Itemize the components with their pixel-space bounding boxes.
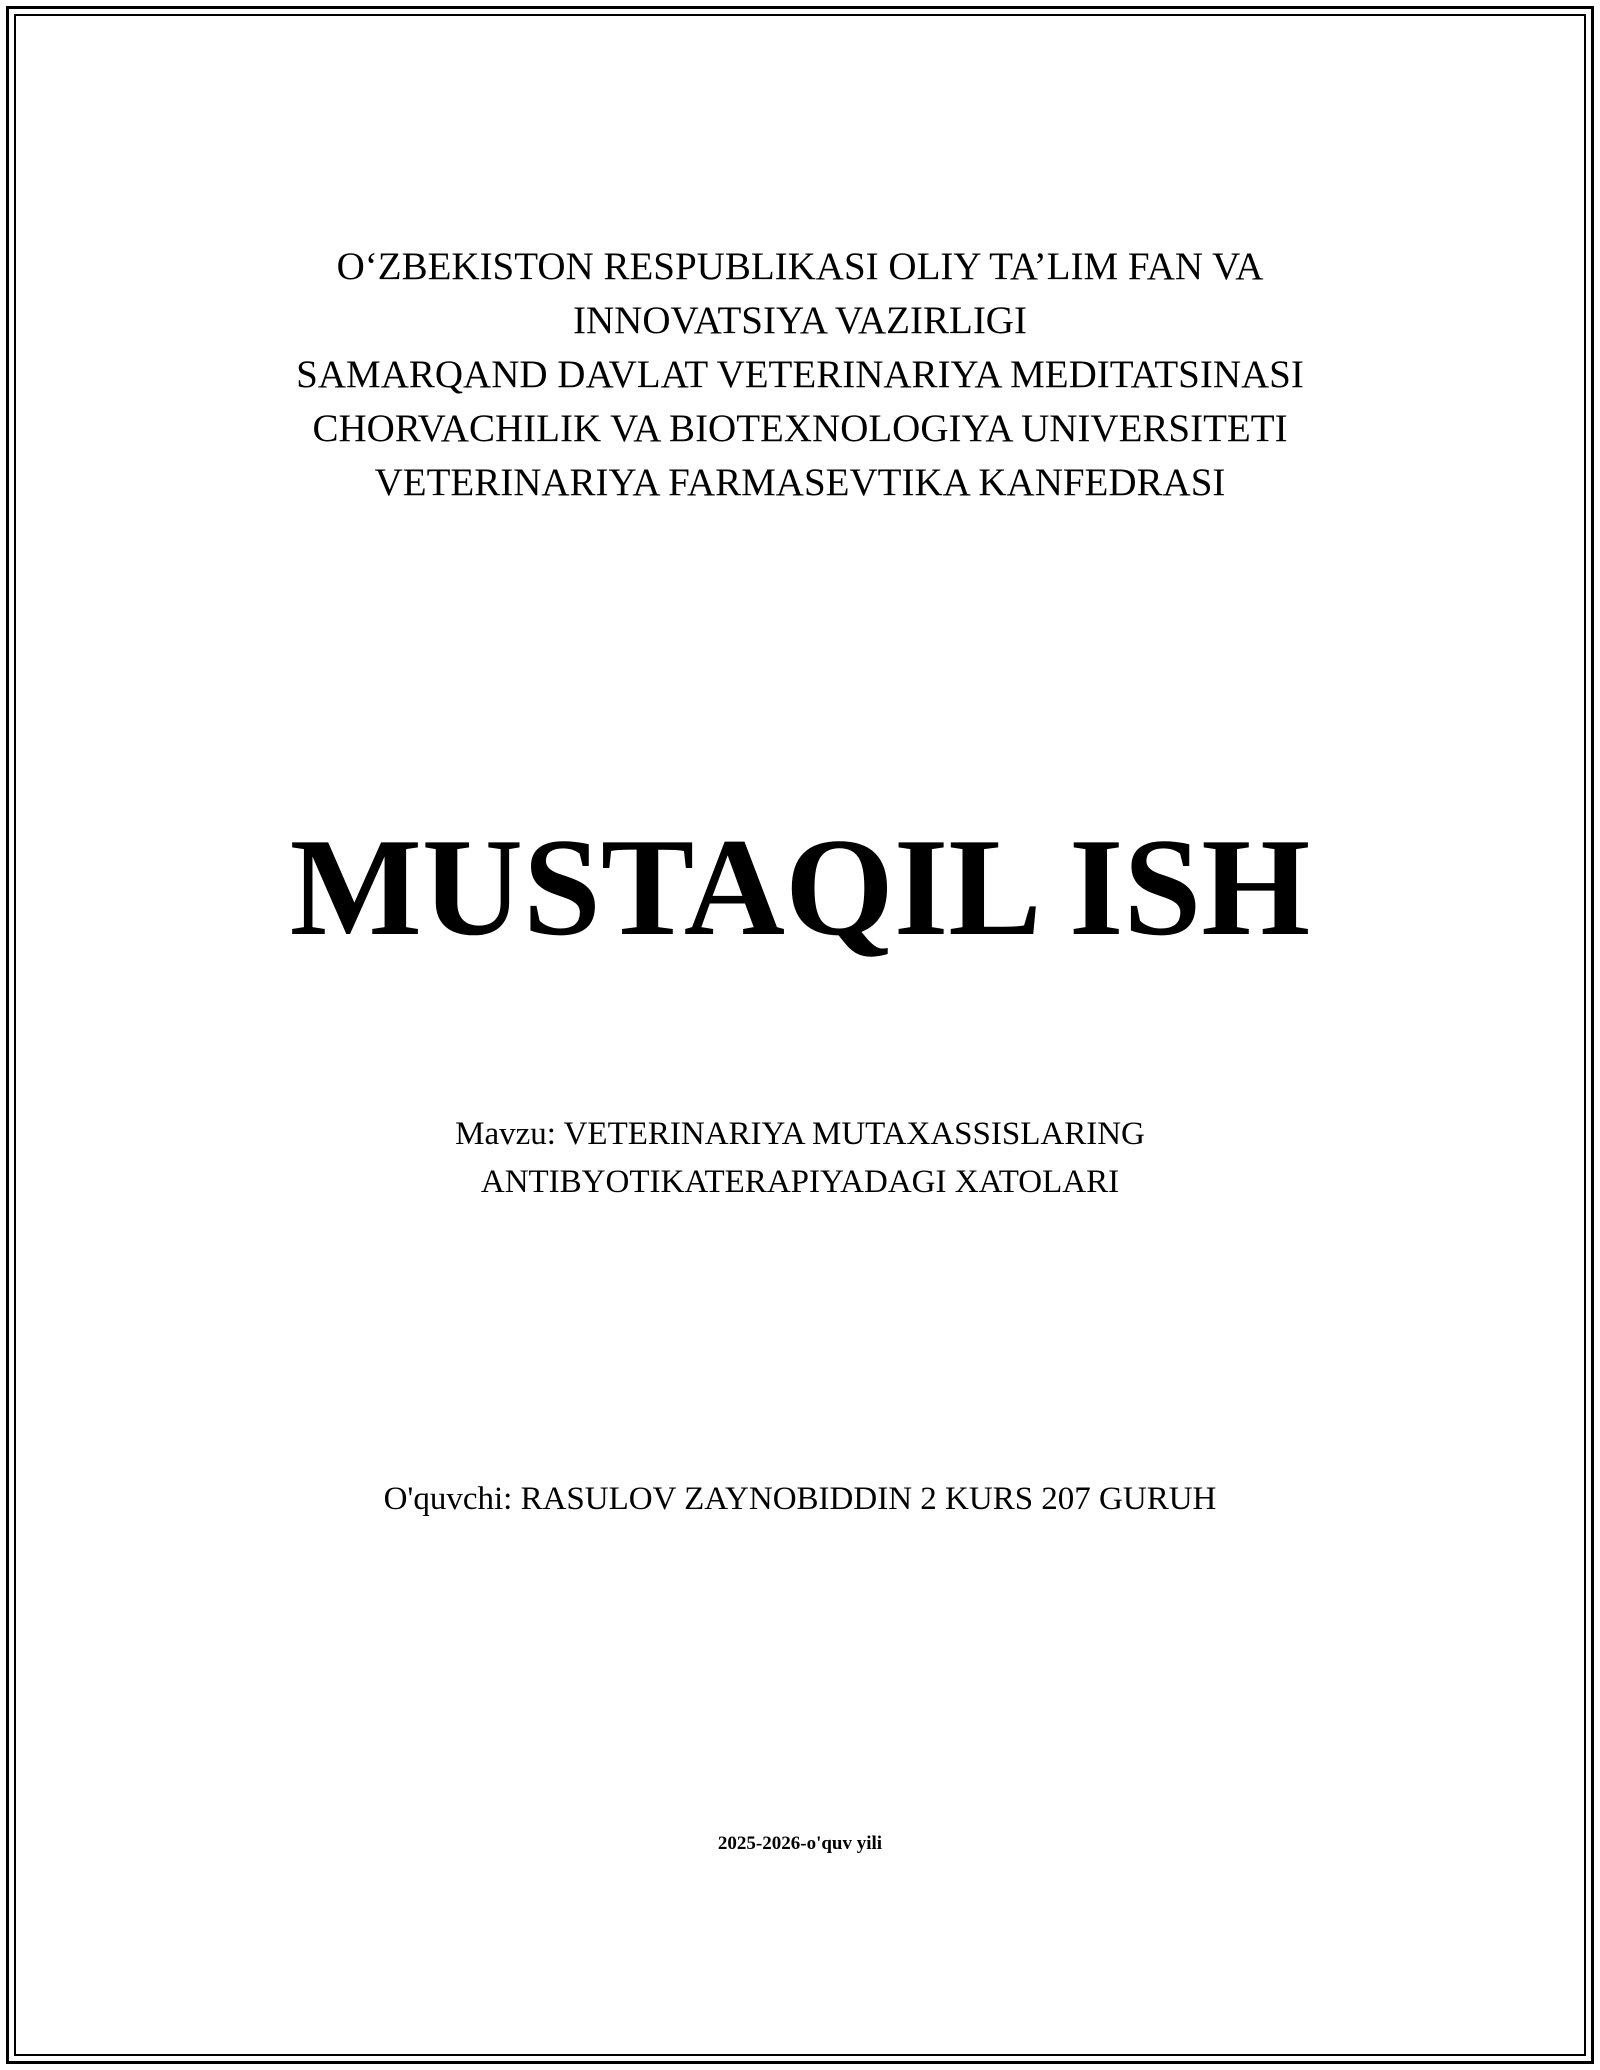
document-title: MUSTAQIL ISH: [289, 810, 1311, 965]
header-line-ministry-2: INNOVATSIYA VAZIRLIGI: [573, 299, 1027, 342]
institution-header: [0, 240, 1600, 510]
academic-year: 2025-2026-o'quv yili: [717, 1833, 883, 1854]
header-line-department: VETERINARIYA FARMASEVTIKA KANFEDRASI: [374, 461, 1226, 504]
header-line-university-2: CHORVACHILIK VA BIOTEXNOLOGIYA UNIVERSITETI: [312, 407, 1288, 450]
topic-line-2: ANTIBYOTIKATERAPIYADAGI XATOLARI: [480, 1164, 1120, 1200]
topic-block: [0, 1110, 1600, 1206]
student-info: O'quvchi: RASULOV ZAYNOBIDDIN 2 KURS 207 GURUH: [383, 1481, 1217, 1517]
header-line-university-1: SAMARQAND DAVLAT VETERINARIYA MEDITATSINASI: [296, 353, 1304, 396]
header-line-ministry-1: O‘ZBEKISTON RESPUBLIKASI OLIY TA’LIM FAN VA: [336, 245, 1264, 288]
topic-line-1: Mavzu: VETERINARIYA MUTAXASSISLARING: [455, 1116, 1145, 1152]
